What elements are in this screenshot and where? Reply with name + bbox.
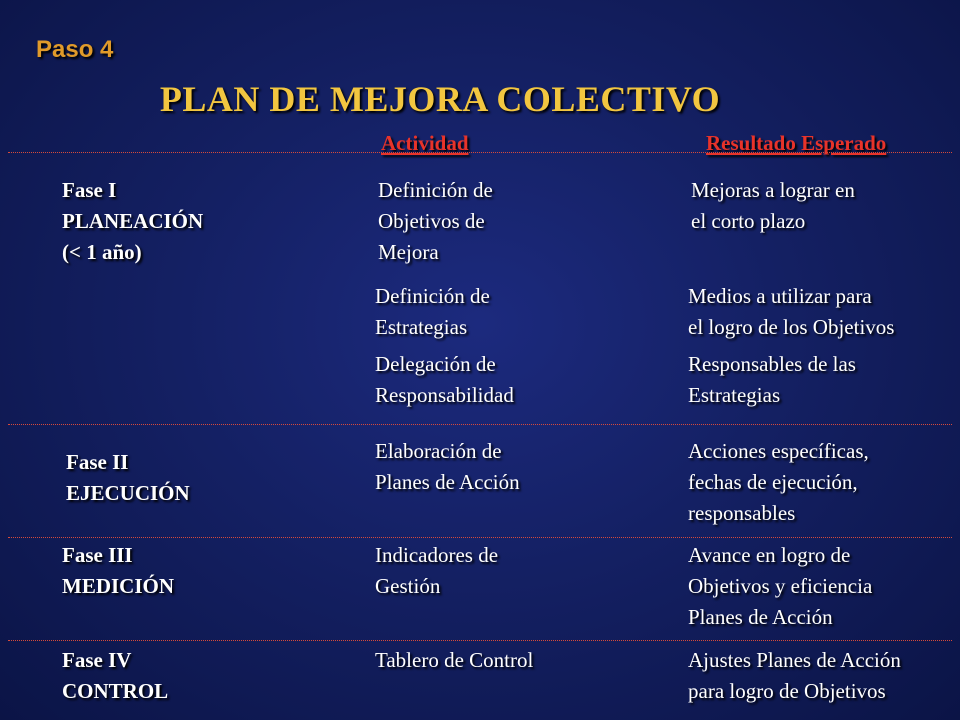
result-control-board: Ajustes Planes de Acción para logro de Objetivos	[688, 648, 901, 703]
activity-indicators: Indicadores de Gestión	[375, 543, 499, 598]
phase-1-label: Fase I PLANEACIÓN (< 1 año)	[62, 178, 204, 264]
activity-action-plans: Elaboración de Planes de Acción	[375, 439, 520, 494]
activity-control-board: Tablero de Control	[375, 648, 534, 672]
phase-3-label: Fase III MEDICIÓN	[62, 543, 175, 598]
result-objectives: Mejoras a lograr en el corto plazo	[691, 178, 855, 233]
phase-2-divider	[8, 537, 952, 538]
column-header-activity: Actividad	[381, 131, 469, 155]
slide-title: PLAN DE MEJORA COLECTIVO	[159, 79, 721, 119]
activity-objectives: Definición de Objetivos de Mejora	[378, 178, 493, 264]
activity-strategies: Definición de Estrategias	[375, 284, 490, 339]
result-delegation: Responsables de las Estrategias	[688, 352, 856, 407]
step-label: Paso 4	[36, 36, 114, 63]
phase-3-divider	[8, 640, 952, 641]
phase-4-label: Fase IV CONTROL	[62, 648, 169, 703]
result-indicators: Avance en logro de Objetivos y eficiencia Planes de Acción	[688, 543, 873, 629]
header-divider	[8, 152, 952, 153]
result-strategies: Medios a utilizar para el logro de los Objetivos	[688, 284, 895, 339]
phase-1-divider	[8, 424, 952, 425]
column-header-result: Resultado Esperado	[706, 131, 887, 155]
result-action-plans: Acciones específicas, fechas de ejecución, responsables	[688, 439, 869, 525]
phase-2-label: Fase II EJECUCIÓN	[66, 450, 190, 505]
activity-delegation: Delegación de Responsabilidad	[375, 352, 514, 407]
